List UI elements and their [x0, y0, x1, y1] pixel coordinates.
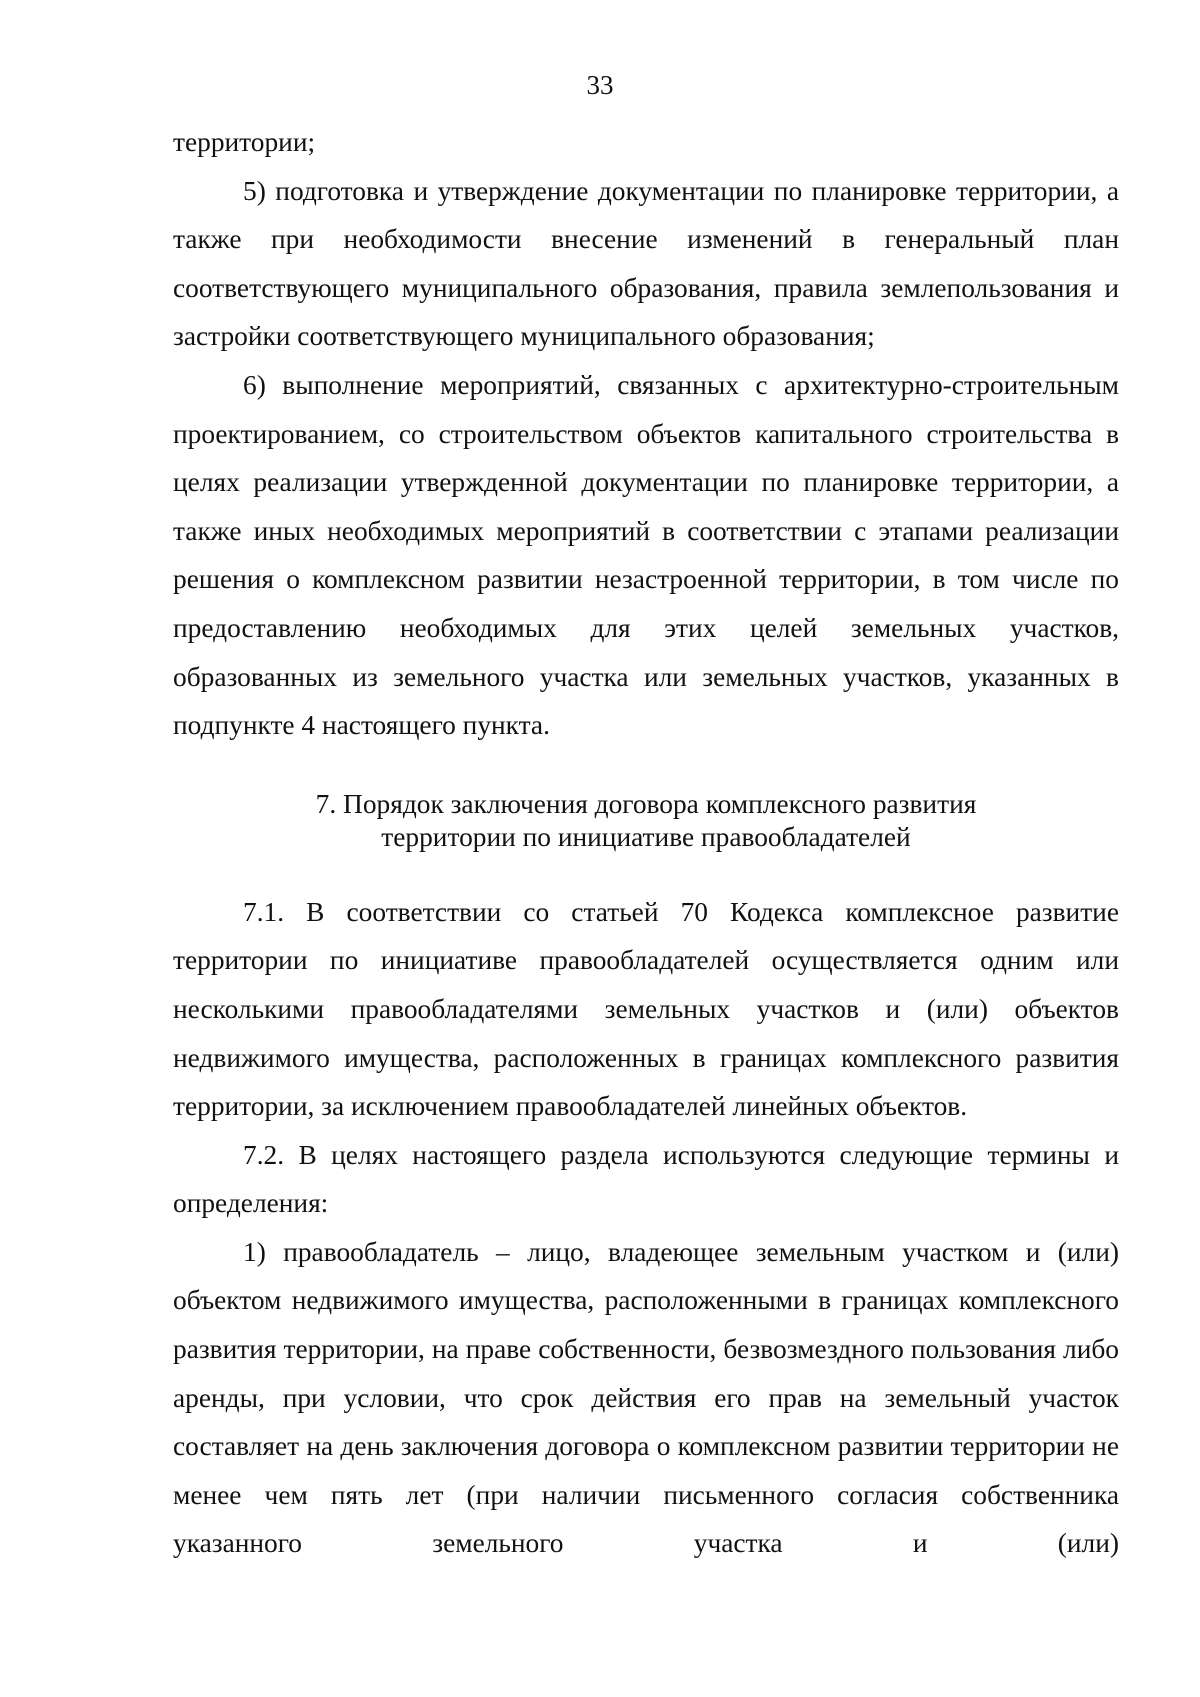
paragraph-7-2: 7.2. В целях настоящего раздела используются следующие термины и определения:	[173, 1139, 1119, 1219]
paragraph-7-1: 7.1. В соответствии со статьей 70 Кодекса комплексное развитие территории по инициативе правообладателей осуществляется одним или несколькими правообладателями земельных участков и (или) объектов недвижимого имущества, расположенных в границах комплексного развития территории, за исключением правообладателей линейных объектов.	[173, 896, 1119, 1122]
page-number: 33	[586, 70, 614, 100]
paragraph-definition-1: 1) правообладатель – лицо, владеющее земельным участком и (или) объектом недвижимого имущества, расположенными в границах комплексного развития территории, на праве собственности, безвозмездного пользования либо аренды, при условии, что срок действия его прав на земельный участок составляет на день заключения договора о комплексном развитии территории не менее чем пять лет (при наличии письменного согласия собственника указанного земельного участка и (или)	[173, 1236, 1119, 1559]
document-body	[173, 118, 1119, 1568]
section-heading-line-1: 7. Порядок заключения договора комплексного развития	[315, 788, 977, 819]
section-heading-line-2: территории по инициативе правообладателей	[381, 821, 911, 852]
section-heading	[173, 788, 1119, 854]
paragraph-continuation: территории;	[173, 127, 316, 157]
paragraph-item-6: 6) выполнение мероприятий, связанных с архитектурно-строительным проектированием, со строительством объектов капитального строительства в целях реализации утвержденной документации по планировке территории, а также иных необходимых мероприятий в соответствии с этапами реализации решения о комплексном развитии незастроенной территории, в том числе по предоставлению необходимых для этих целей земельных участков, образованных из земельного участка или земельных участков, указанных в подпункте 4 настоящего пункта.	[173, 369, 1119, 741]
paragraph-item-5: 5) подготовка и утверждение документации по планировке территории, а также при необходимости внесение изменений в генеральный план соответствующего муниципального образования, правила землепользования и застройки соответствующего муниципального образования;	[173, 175, 1119, 352]
